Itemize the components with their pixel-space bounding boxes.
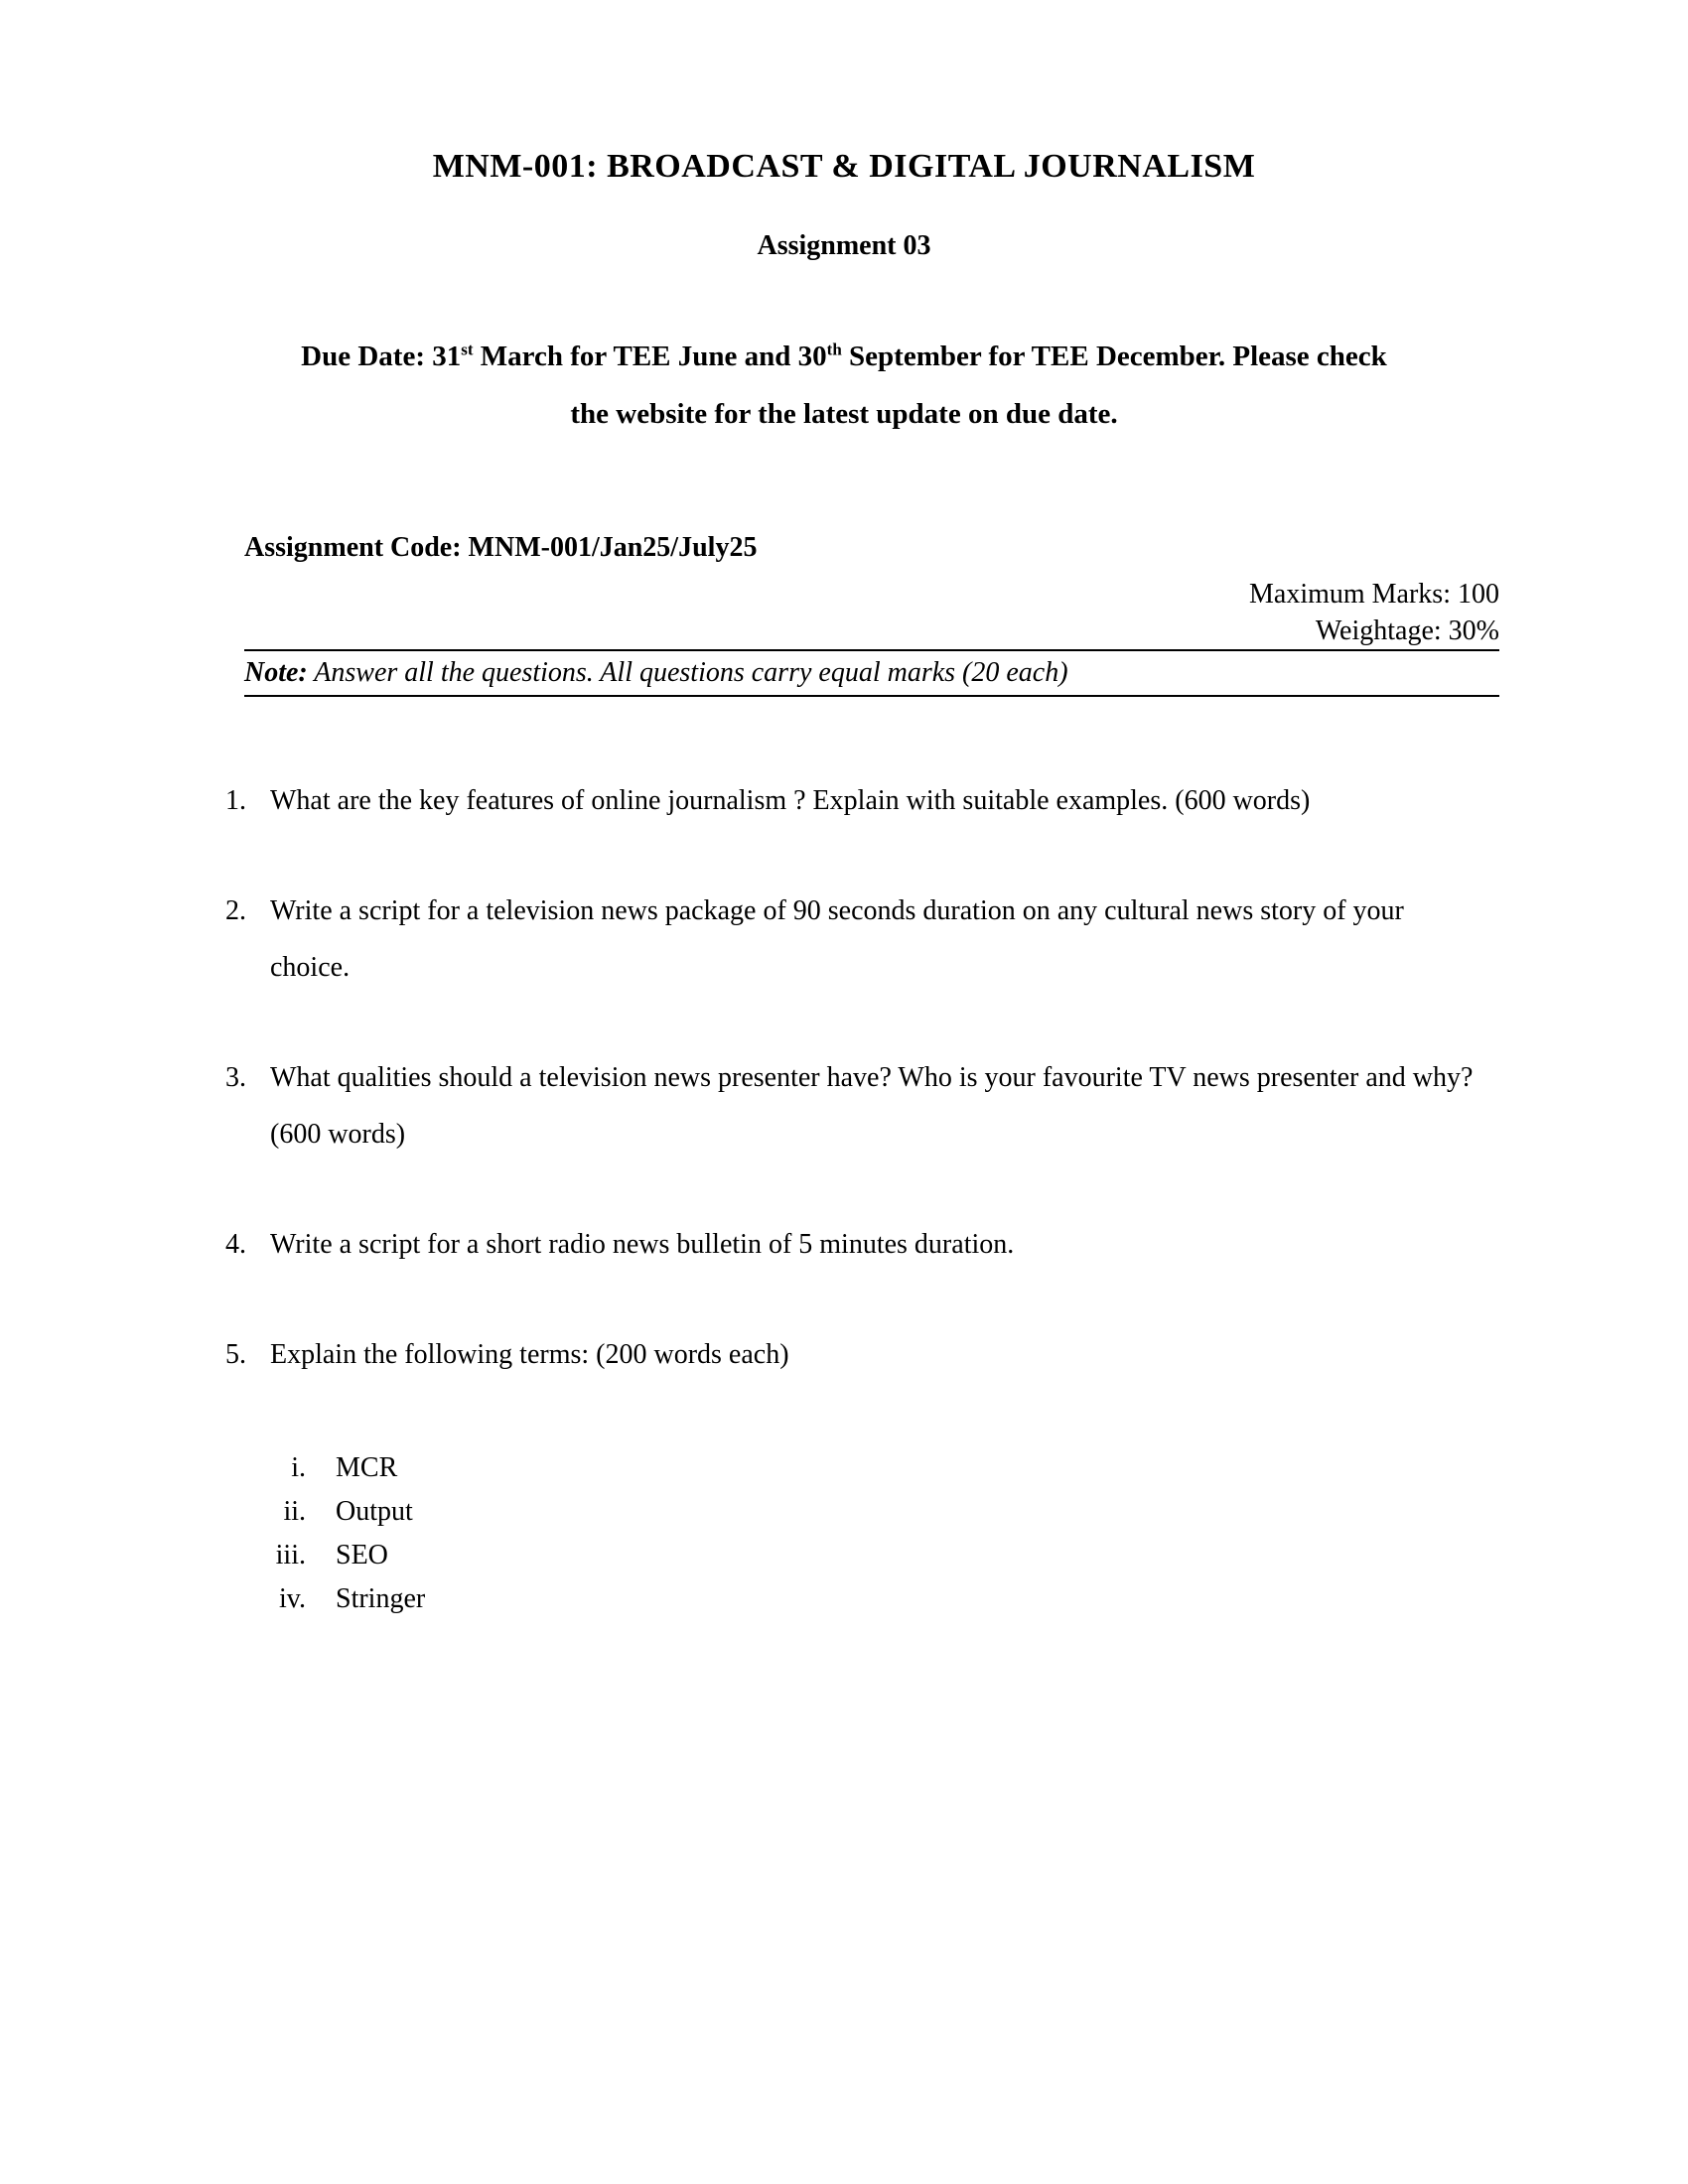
assignment-code: Assignment Code: MNM-001/Jan25/July25	[244, 532, 758, 563]
due-date-part3: September for TEE December. Please check	[841, 341, 1387, 372]
course-title: MNM-001: BROADCAST & DIGITAL JOURNALISM	[432, 148, 1256, 185]
due-date-line2: the website for the latest update on due date.	[570, 398, 1118, 430]
question-5	[213, 1326, 1475, 1383]
question-2	[213, 883, 1475, 996]
due-date-paragraph	[213, 328, 1475, 443]
note-label: Note:	[244, 657, 308, 688]
assignment-info-section	[244, 519, 1499, 697]
term-3-numeral: iii.	[275, 1540, 306, 1570]
term-row-output	[213, 1490, 1475, 1534]
maximum-marks: Maximum Marks: 100	[1249, 579, 1499, 610]
term-3-label: SEO	[336, 1540, 388, 1570]
note-box	[244, 649, 1499, 697]
due-date-part2: March for TEE June and 30	[473, 341, 827, 372]
question-3	[213, 1049, 1475, 1162]
questions-list	[213, 772, 1475, 1383]
term-row-mcr	[213, 1446, 1475, 1490]
due-date-ordinal-th: th	[826, 340, 842, 359]
due-date-ordinal-st: st	[461, 340, 474, 359]
term-2-numeral: ii.	[283, 1496, 306, 1527]
question-1	[213, 772, 1475, 829]
question-3-text: What qualities should a television news presenter have? Who is your favourite TV news presenter and why? (600 words)	[270, 1062, 1474, 1150]
term-row-stringer	[213, 1577, 1475, 1621]
assignment-number-heading: Assignment 03	[757, 230, 931, 261]
due-date-part1: Due Date: 31	[301, 341, 462, 372]
term-row-seo	[213, 1534, 1475, 1577]
question-2-text: Write a script for a television news package of 90 seconds duration on any cultural news story of your choice.	[270, 895, 1404, 983]
question-4-text: Write a script for a short radio news bulletin of 5 minutes duration.	[270, 1229, 1015, 1260]
term-2-label: Output	[336, 1496, 413, 1527]
note-text: Answer all the questions. All questions carry equal marks (20 each)	[314, 657, 1068, 688]
weightage: Weightage: 30%	[1315, 615, 1499, 646]
question-5-text: Explain the following terms: (200 words each)	[270, 1339, 789, 1370]
question-4	[213, 1216, 1475, 1273]
question-4-number: 4.	[225, 1229, 246, 1260]
question-5-number: 5.	[225, 1339, 246, 1370]
terms-list	[213, 1446, 1475, 1621]
term-1-numeral: i.	[291, 1452, 306, 1483]
question-1-number: 1.	[225, 785, 246, 816]
term-4-label: Stringer	[336, 1583, 426, 1614]
term-4-numeral: iv.	[279, 1583, 306, 1614]
question-3-number: 3.	[225, 1062, 246, 1093]
marks-block	[244, 576, 1499, 649]
term-1-label: MCR	[336, 1452, 398, 1483]
question-2-number: 2.	[225, 895, 246, 926]
question-1-text: What are the key features of online journalism ? Explain with suitable examples. (600 words)	[270, 785, 1311, 816]
